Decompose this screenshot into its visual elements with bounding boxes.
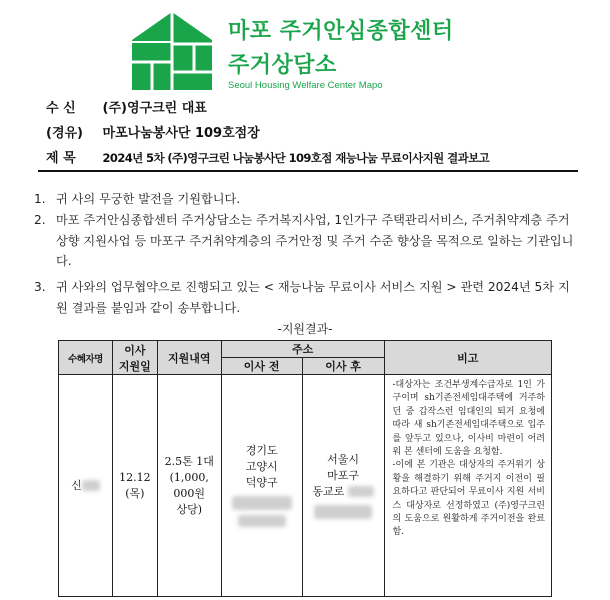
recipient-name-cell bbox=[59, 375, 113, 597]
table-row bbox=[59, 375, 552, 597]
col-support-header: 지원내역 bbox=[157, 341, 221, 375]
paragraph-number: 3. bbox=[34, 280, 46, 294]
col-remarks-header: 비고 bbox=[384, 341, 552, 375]
address-after-cell bbox=[302, 375, 384, 597]
move-date-cell bbox=[112, 375, 157, 597]
org-subname: 주거상담소 bbox=[228, 53, 337, 78]
support-line: (1,000, bbox=[169, 470, 209, 484]
address-line: 고양시 bbox=[245, 459, 278, 473]
paragraph-number: 2. bbox=[34, 213, 46, 227]
col-recipient-header: 수혜자명 bbox=[59, 341, 113, 375]
recipient-label: 수 신 bbox=[46, 101, 76, 116]
address-line: 경기도 bbox=[245, 443, 278, 457]
redaction-blur bbox=[314, 505, 372, 519]
address-line: 서울시 bbox=[327, 452, 359, 466]
org-english-name: Seoul Housing Welfare Center Mapo bbox=[228, 80, 383, 91]
remarks-paragraph: -이에 본 기관은 대상자의 주거위기 상황을 해결하기 위해 주거지 이전이 필요하다고 판단되어 무료이사 지원 서비스 대상자로 선정하였고 (주)영구크린의 도움으로 원활하게 주거이전을 완료함. bbox=[392, 460, 545, 538]
result-title: -지원결과- bbox=[277, 322, 333, 336]
redaction-blur bbox=[82, 480, 100, 491]
recipient-name: 신 bbox=[71, 478, 82, 492]
support-line: 2.5톤 1대 bbox=[164, 454, 214, 468]
redaction-blur bbox=[238, 515, 286, 527]
col-after-header: 이사 후 bbox=[302, 358, 384, 375]
paragraph-3 bbox=[34, 277, 574, 318]
header-divider bbox=[38, 170, 578, 172]
recipient-value: (주)영구크린 대표 bbox=[102, 101, 207, 116]
via-line bbox=[46, 122, 260, 141]
move-weekday: (목) bbox=[125, 486, 145, 500]
address-street: 동교로 bbox=[312, 484, 345, 498]
remarks-paragraph: -대상자는 조건부생계수급자로 1인 가구이며 sh기존전세임대주택에 거주하던 중 갑작스런 임대인의 퇴거 요청에 따라 새 sh기존전세임대주택으로 입주를 앞두고 있으나, 이사비 마련이 어려워 본 센터에 도움을 요청함. bbox=[392, 380, 545, 458]
subject-line bbox=[46, 147, 489, 166]
results-table bbox=[58, 340, 552, 597]
subject-value: 2024년 5차 (주)영구크린 나눔봉사단 109호점 재능나눔 무료이사지원 결과보고 bbox=[102, 151, 490, 165]
col-before-header: 이사 전 bbox=[221, 358, 302, 375]
via-value: 마포나눔봉사단 109호점장 bbox=[102, 126, 260, 141]
col-date-header bbox=[112, 341, 157, 375]
redaction-blur bbox=[232, 496, 292, 510]
support-line: 상당) bbox=[176, 502, 203, 516]
paragraph-text: 귀 사의 무궁한 발전을 기원합니다. bbox=[56, 192, 241, 206]
house-logo-icon bbox=[132, 10, 212, 90]
col-date-header-line2: 지원일 bbox=[118, 359, 151, 373]
paragraph-text: 귀 사와의 업무협약으로 진행되고 있는 < 재능나눔 무료이사 서비스 지원 > 관련 2024년 5차 지원 결과를 붙임과 같이 송부합니다. bbox=[56, 280, 570, 315]
table-header-row bbox=[59, 341, 552, 358]
support-cell bbox=[157, 375, 221, 597]
remarks-cell bbox=[384, 375, 552, 597]
paragraph-1 bbox=[34, 189, 574, 210]
paragraph-number: 1. bbox=[34, 192, 46, 206]
subject-label: 제 목 bbox=[46, 151, 76, 166]
col-address-header: 주소 bbox=[221, 341, 384, 358]
redaction-blur bbox=[348, 486, 374, 497]
paragraph-text: 마포 주거안심종합센터 주거상담소는 주거복지사업, 1인가구 주택관리서비스, 주거취약계층 주거상향 지원사업 등 마포구 주거취약계층의 주거안정 및 주거 수준 향상을 목적으로 일하는 기관입니다. bbox=[56, 213, 574, 268]
address-line bbox=[303, 484, 384, 500]
move-date: 12.12 bbox=[119, 470, 151, 484]
paragraph-2 bbox=[34, 210, 574, 272]
redaction-area bbox=[222, 513, 302, 529]
redaction-area bbox=[303, 504, 384, 520]
col-date-header-line1: 이사 bbox=[124, 343, 146, 357]
redaction-area bbox=[222, 495, 302, 511]
address-before-cell bbox=[221, 375, 302, 597]
via-label: (경유) bbox=[46, 126, 83, 141]
address-line: 마포구 bbox=[327, 468, 359, 482]
org-name: 마포 주거안심종합센터 bbox=[228, 19, 454, 44]
support-line: 000원 bbox=[173, 486, 206, 500]
address-line: 덕양구 bbox=[245, 475, 278, 489]
recipient-line bbox=[46, 97, 207, 116]
